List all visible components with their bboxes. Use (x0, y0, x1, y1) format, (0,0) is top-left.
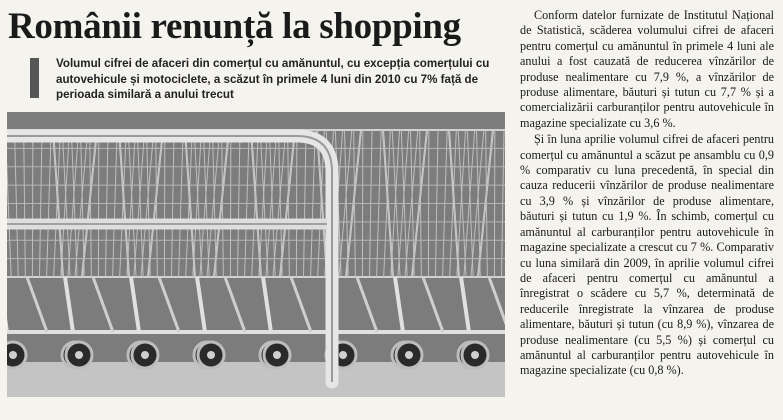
shopping-carts-photo (7, 112, 505, 397)
lead-marker-bar (30, 58, 39, 98)
headline: Românii renunță la shopping (8, 6, 461, 47)
lead-text: Volumul cifrei de afaceri din comerțul cu amănuntul, cu excepția comerțului cu autovehicule și motociclete, a scăzut în primele 4 luni din 2010 cu 7% față de perioada similară a anului trecut (56, 57, 490, 101)
body-paragraph-1: Conform datelor furnizate de Institutul Național de Statistică, scăderea volumului cifrei de afaceri pentru comerțul cu amănuntul în primele 4 luni ale anului a fost cauzată de reducerea vînzărilor de produse nealimentare cu 7,9 %, a vînzărilor de produse alimentare, băuturi și tutun cu 7,7 % și a comercializării carburanților pentru autovehicule în magazine specializate cu 3,6 %. (520, 8, 774, 130)
shopping-carts-illustration (7, 112, 505, 397)
lead-block (8, 56, 506, 104)
body-paragraph-2: Și în luna aprilie volumul cifrei de afaceri pentru comerțul cu amănuntul a scăzut pe ansamblu cu 0,9 % comparativ cu luna precedentă, în special din cauza reducerii vînzărilor de produse nealimentare cu 3,9 % și vînzărilor de produse alimentare, băuturi și tutun cu 1,9 %. În schimb, comerțul cu amănuntul al carburanților pentru autovehicule în magazine specializate a crescut cu 7 %. Comparativ cu luna similară din 2009, în aprilie volumul cifrei de afaceri pentru comerțul cu amănuntul a înregistrat o scădere cu 5,7 %, determinată de reducerile înregistrate la vînzarea de produse alimentare, băuturi și tutun (cu 8,9 %), vînzarea de produse nealimentare (cu 5,5 %) și comerțul cu amănuntul al carburanților pentru autovehicule în magazine specializate (cu 0,8 %). (520, 132, 774, 378)
article-body (520, 8, 774, 379)
